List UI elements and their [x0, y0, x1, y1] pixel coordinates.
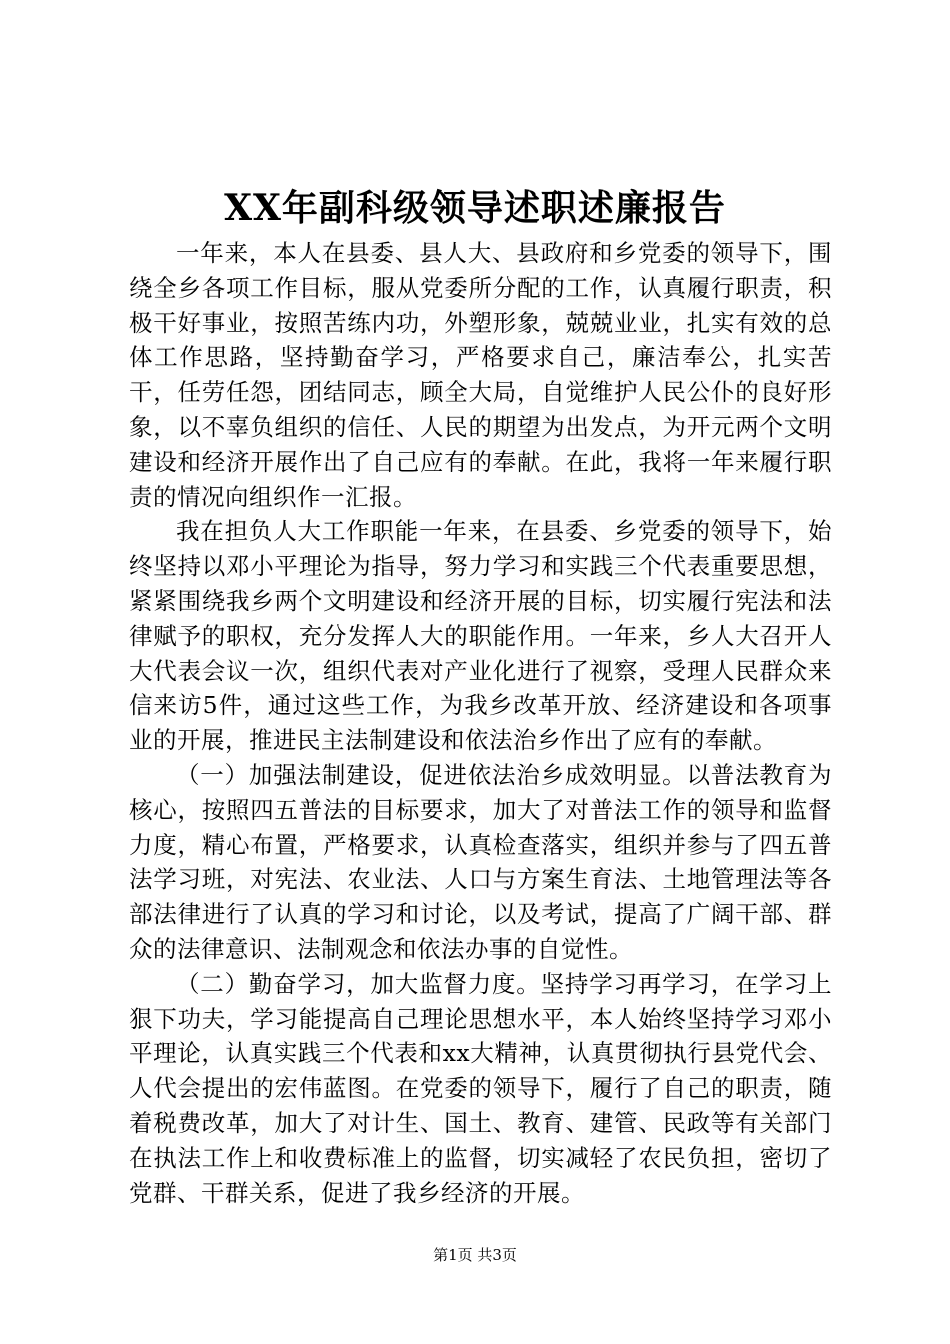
paragraph-people-congress-work: 我在担负人大工作职能一年来，在县委、乡党委的领导下，始终坚持以邓小平理论为指导，努力学习和实践三个代表重要思想，紧紧围绕我乡两个文明建设和经济开展的目标，切实履行宪法和法律赋予的职权，充分发挥人大的职能作用。一年来，乡人大召开人大代表会议一次，组织代表对产业化进行了视察，受理人民群众来信来访5件，通过这些工作，为我乡改革开放、经济建设和各项事业的开展，推进民主法制建设和依法治乡作出了应有的奉献。 [129, 517, 832, 755]
paragraph-legal-construction: （一）加强法制建设，促进依法治乡成效明显。以普法教育为核心，按照四五普法的目标要求，加大了对普法工作的领导和监督力度，精心布置，严格要求，认真检查落实，组织并参与了四五普法学习班，对宪法、农业法、人口与方案生育法、土地管理法等各部法律进行了认真的学习和讨论，以及考试，提高了广阔干部、群众的法律意识、法制观念和依法办事的自觉性。 [129, 760, 832, 963]
paragraph-intro: 一年来，本人在县委、县人大、县政府和乡党委的领导下，围绕全乡各项工作目标，服从党委所分配的工作，认真履行职责，积极干好事业，按照苦练内功，外塑形象，兢兢业业，扎实有效的总体工作思路，坚持勤奋学习，严格要求自己，廉洁奉公，扎实苦干，任劳任怨，团结同志，顾全大局，自觉维护人民公仆的良好形象，以不辜负组织的信任、人民的期望为出发点，为开元两个文明建设和经济开展作出了自己应有的奉献。在此，我将一年来履行职责的情况向组织作一汇报。 [129, 239, 832, 511]
paragraph-study-supervision: （二）勤奋学习，加大监督力度。坚持学习再学习，在学习上狠下功夫，学习能提高自己理论思想水平，本人始终坚持学习邓小平理论，认真实践三个代表和xx大精神，认真贯彻执行县党代会、人代会提出的宏伟蓝图。在党委的领导下，履行了自己的职责，随着税费改革，加大了对计生、国土、教育、建管、民政等有关部门在执法工作上和收费标准上的监督，切实减轻了农民负担，密切了党群、干群关系，促进了我乡经济的开展。 [129, 969, 832, 1207]
page-number-footer: 第1页 共3页 [433, 1246, 517, 1264]
document-title: XX年副科级领导述职述廉报告 [224, 187, 726, 229]
document-body [129, 236, 832, 1210]
